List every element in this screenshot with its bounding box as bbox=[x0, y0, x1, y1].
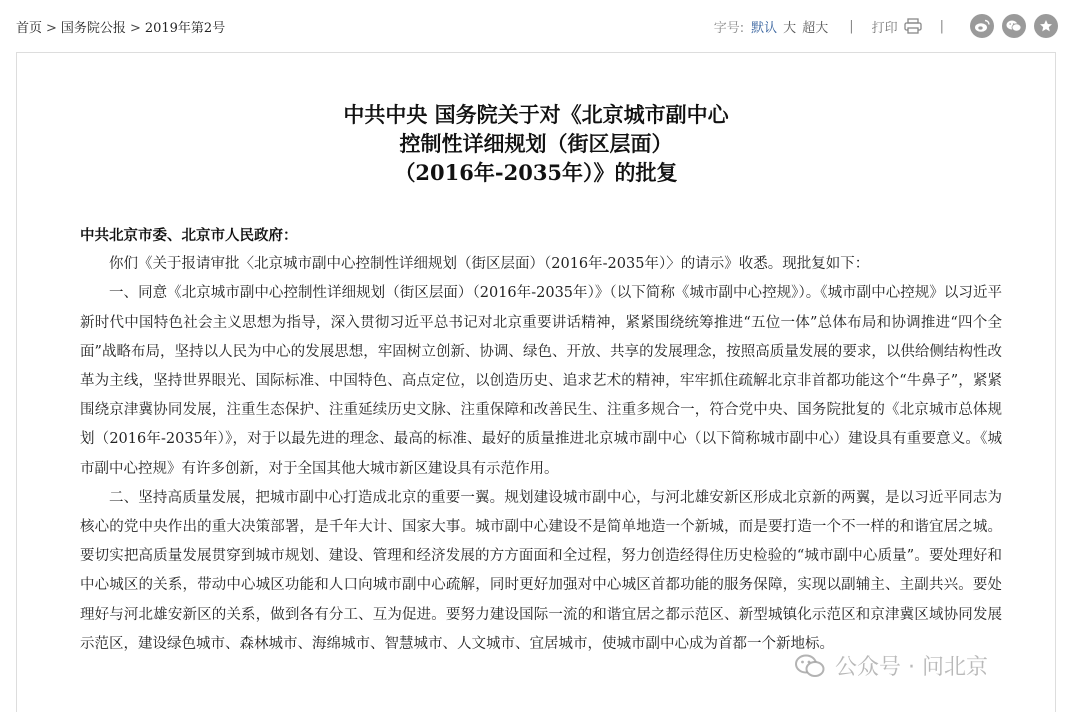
toolbar-divider: | bbox=[849, 18, 854, 34]
watermark-text: 公众号 · 问北京 bbox=[835, 655, 988, 680]
paragraph: 你们《关于报请审批〈北京城市副中心控制性详细规划（街区层面）（2016年-2035年）〉的请示》收悉。现批复如下： bbox=[109, 256, 870, 273]
wechat-watermark-icon bbox=[795, 653, 825, 679]
breadcrumb-separator: > bbox=[129, 21, 141, 36]
top-bar bbox=[0, 0, 1080, 50]
paragraph: 一、同意《北京城市副中心控制性详细规划（街区层面）（2016年-2035年）》（以下简称《城市副中心控规》）。《城市副中心控规》以习近平新时代中国特色社会主义思想为指导，深入贯彻习近平总书记对北京重要讲话精神，紧紧围绕统筹推进“五位一体”总体布局和协调推进“四个全面”战略布局，坚持以人民为中心的发展思想，牢固树立创新、协调、绿色、开放、共享的发展理念，按照高质量发展的要求，以供给侧结构性改革为主线，坚持世界眼光、国际标准、中国特色、高点定位，以创造历史、追求艺术的精神，牢牢抓住疏解北京非首都功能这个“牛鼻子”，紧紧围绕京津冀协同发展，注重生态保护、注重延续历史文脉、注重保障和改善民生、注重多规合一，符合党中央、国务院批复的《北京城市总体规划（2016年-2035年）》，对于以最先进的理念、最高的标准、最好的质量推进北京城市副中心（以下简称城市副中心）建设具有重要意义。《城市副中心控规》有许多创新，对于全国其他大城市新区建设具有示范作用。 bbox=[80, 285, 1002, 477]
wechat-icon[interactable] bbox=[1002, 14, 1026, 38]
font-size-label: 字号: bbox=[713, 20, 745, 36]
watermark bbox=[795, 650, 988, 681]
title-line: （2016年-2035年）》的批复 bbox=[394, 160, 678, 185]
font-size-large-button[interactable]: 大 bbox=[783, 20, 797, 36]
printer-icon[interactable] bbox=[904, 18, 922, 34]
paragraph: 二、坚持高质量发展，把城市副中心打造成北京的重要一翼。规划建设城市副中心，与河北雄安新区形成北京新的两翼，是以习近平同志为核心的党中央作出的重大决策部署，是千年大计、国家大事。城市副中心建设不是简单地造一个新城，而是要打造一个不一样的和谐宜居之城。要切实把高质量发展贯穿到城市规划、建设、管理和经济发展的方方面面和全过程，努力创造经得住历史检验的“城市副中心质量”。要处理好和中心城区的关系，带动中心城区功能和人口向城市副中心疏解，同时更好加强对中心城区首都功能的服务保障，实现以副辅主、主副共兴。要处理好与河北雄安新区的关系，做到各有分工、互为促进。要努力建设国际一流的和谐宜居之都示范区、新型城镇化示范区和京津冀区域协同发展示范区，建设绿色城市、森林城市、海绵城市、智慧城市、人文城市、宜居城市，使城市副中心成为首都一个新地标。 bbox=[80, 489, 1002, 652]
print-button[interactable]: 打印 bbox=[871, 20, 898, 36]
breadcrumb bbox=[16, 17, 225, 36]
font-size-xlarge-button[interactable]: 超大 bbox=[802, 20, 829, 36]
favorite-icon[interactable] bbox=[1034, 14, 1058, 38]
title-line: 中共中央 国务院关于对《北京城市副中心 bbox=[343, 102, 729, 127]
article-title bbox=[16, 100, 1056, 187]
salutation: 中共北京市委、北京市人民政府： bbox=[80, 227, 298, 244]
breadcrumb-issue: 2019年第2号 bbox=[144, 21, 226, 36]
toolbar-divider: | bbox=[939, 18, 944, 34]
article-body bbox=[80, 221, 1002, 659]
breadcrumb-home[interactable]: 首页 bbox=[16, 21, 43, 36]
breadcrumb-section[interactable]: 国务院公报 bbox=[60, 21, 126, 36]
font-size-default-button[interactable]: 默认 bbox=[751, 20, 778, 36]
weibo-icon[interactable] bbox=[970, 14, 994, 38]
title-line: 控制性详细规划（街区层面） bbox=[399, 131, 673, 156]
breadcrumb-separator: > bbox=[46, 21, 57, 36]
toolbar bbox=[714, 12, 1058, 40]
